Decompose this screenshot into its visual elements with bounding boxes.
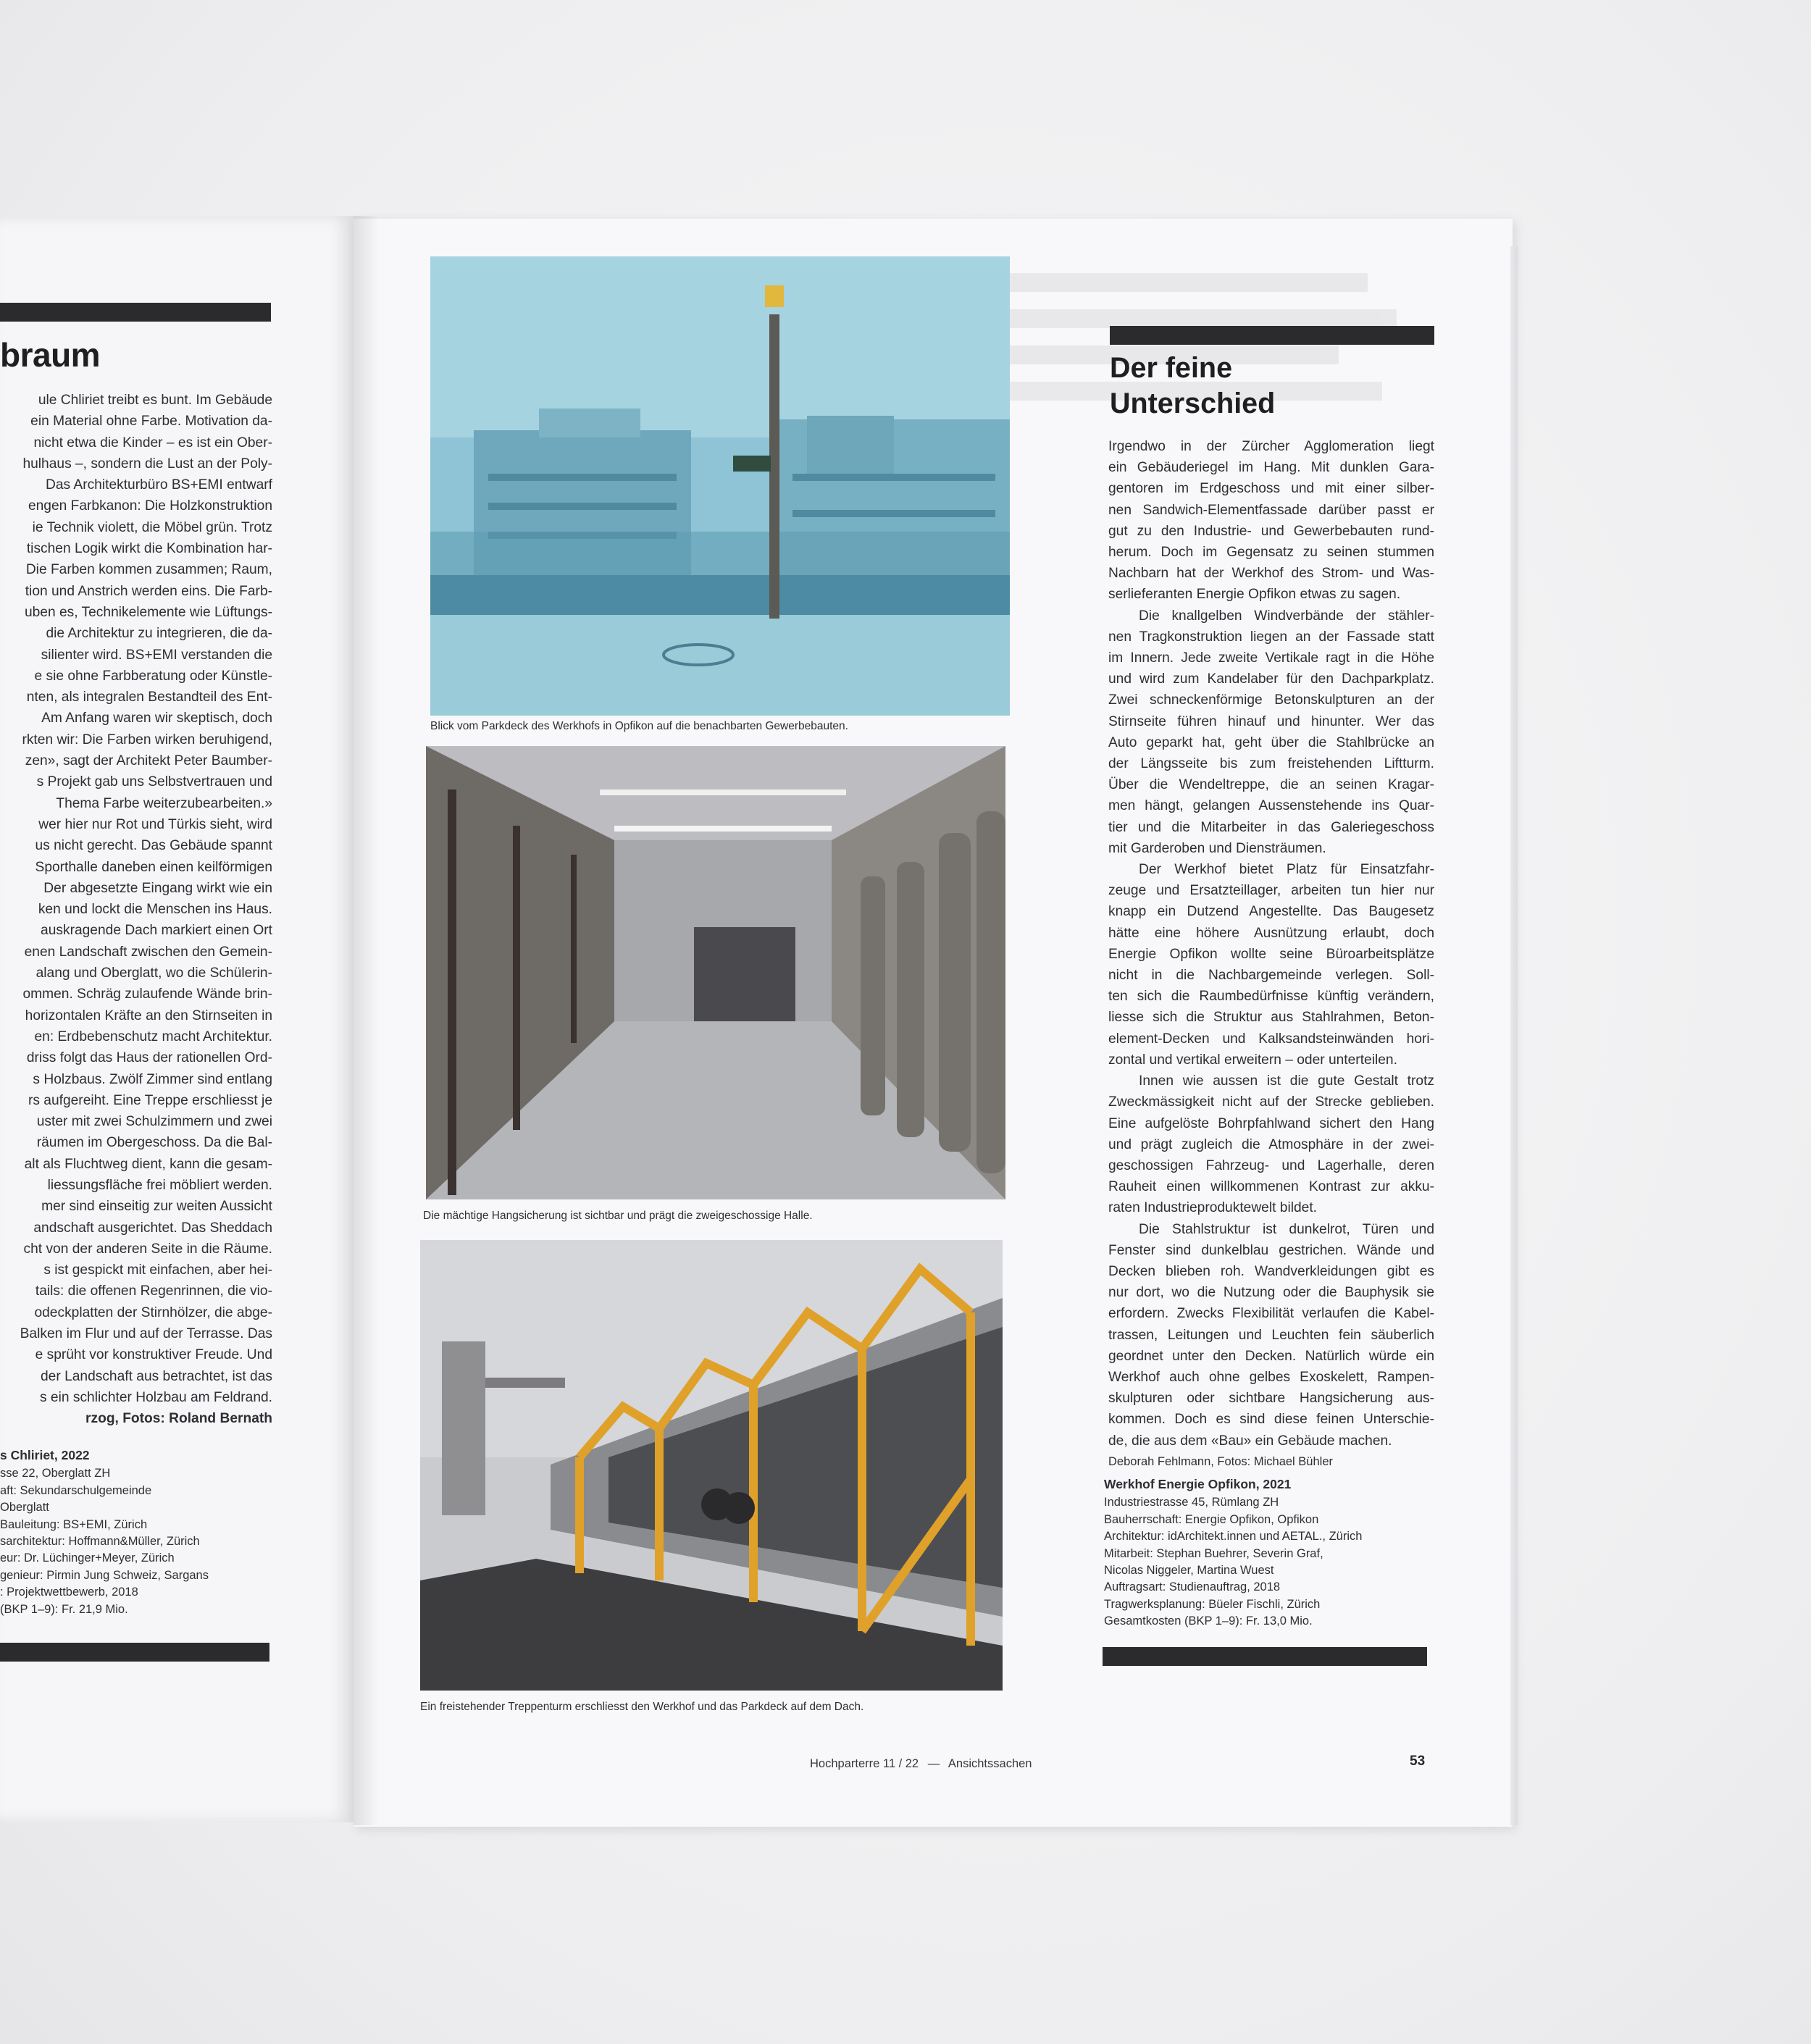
gutter-shadow xyxy=(354,216,380,1825)
page-number: 53 xyxy=(1410,1754,1426,1769)
page-edge xyxy=(1510,246,1518,1825)
photo-hall-interior xyxy=(426,746,1005,1199)
caption-photo-3: Ein freistehender Treppenturm erschliesst den Werkhof und das Parkdeck auf dem Dach. xyxy=(420,1701,864,1713)
caption-photo-2: Die mächtige Hangsicherung ist sichtbar und prägt die zweigeschossige Halle. xyxy=(423,1210,813,1222)
article-bottom-rule-bar xyxy=(1103,1647,1427,1666)
article-body: Irgendwo in der Zürcher Agglomeration liegt ein Gebäuderiegel im Hang. Mit dunklen Gara- gentoren im Erdgeschoss und mit einer silber- nen Sandwich-Elementfassade darüber passt er gut zu den Industrie- und Gewerbebauten rund- herum. Doch im Gegensatz zu seinen stummen Nachbarn hat der Werkhof des Strom- und Was- serlieferanten Energie Opfikon etwas zu sagen. Die knallgelben Windverbände der stähler- nen Tragkonstruktion liegen an der Fassade statt im Innern. Jede zweite Vertikale ragt in die Höhe und wird zum Kandelaber für den Dachparkplatz. Zwei schneckenförmige Betonskulpturen an der Stirnseite führen hinauf und hinunter. Wer das Auto geparkt hat, geht über die Stahlbrücke an der Längsseite bis zum freistehenden Liftturm. Über die Wendeltreppe, die an seinen Kragar- men hängt, gelangen Aussenstehende ins Quar- tier und die Mitarbeiter in das Galeriegeschoss mit Garderoben und Diensträumen. Der Werkhof bietet Platz für Einsatzfahr- zeuge und Ersatzteillager, arbeiten tun hier nur knapp ein Dutzend Angestellte. Das Baugesetz hätte eine höhere Ausnützung erlaubt, doch Energie Opfikon wollte seine Büroarbeitsplätze nicht in die Nachbargemeinde verlegen. Soll- ten sich die Raumbedürfnisse künftig verändern, liesse sich die Struktur aus Stahlrahmen, Beton- element-Decken und Kalksandsteinwänden hori- zontal und vertikal erweitern – oder unterteilen. Innen wie aussen ist die gute Gestalt trotz Zweckmässigkeit nicht auf der Strecke geblieben. Eine aufgelöste Bohrpfahlwand sichert den Hang und prägt zugleich die Atmosphäre in der zwei- geschossigen Fahrzeug- und Lagerhalle, deren Rauheit einen willkommenen Kontrast zur akku- raten Industrieproduktewelt bildet. Die Stahlstruktur ist dunkelrot, Türen und Fenster sind dunkelblau gestrichen. Wände und Decken blieben roh. Wandverkleidungen gibt es nur dort, wo die Nutzung oder die Bauphysik sie erfordern. Zwecks Flexibilität verlaufen die Kabel- trassen, Leitungen und Leuchten fein säuberlich geordnet unter den Decken. Natürlich würde ein Werkhof auch ohne gelbes Exoskelett, Rampen- skulpturen oder sichtbare Hangsicherung aus- kommen. Doch es sind diese feinen Unterschie- de, die aus dem «Bau» ein Gebäude machen. Deborah Fehlmann, Fotos: Michael Bühler xyxy=(1108,436,1434,1473)
bottom-rule-bar xyxy=(0,1643,269,1662)
folio-section: Ansichtssachen xyxy=(948,1757,1032,1770)
article-byline: Deborah Fehlmann, Fotos: Michael Bühler xyxy=(1108,1454,1333,1468)
article-heading xyxy=(1110,351,1275,422)
heading-line-2: Unterschied xyxy=(1110,388,1276,419)
left-page xyxy=(0,216,354,1822)
photo-stair-tower xyxy=(420,1240,1003,1691)
right-page xyxy=(354,219,1513,1827)
left-article-body: ule Chliriet treibt es bunt. Im Gebäude ein Material ohne Farbe. Motivation da- nicht etwa die Kinder – es ist ein Ober- hulhaus –, sondern die Lust an der Poly- Das Architekturbüro BS+EMI entwarf engen Farbkanon: Die Holzkonstruktion ie Technik violett, die Möbel grün. Trotz tischen Logik wirkt die Kombination har- Die Farben kommen zusammen; Raum, tion und Anstrich werden eins. Die Farb- uben es, Technikelemente wie Lüftungs- die Architektur zu integrieren, die da- silienter wird. BS+EMI verstanden die e sie ohne Farbberatung oder Künstle- nten, als integralen Bestandteil des Ent- Am Anfang waren wir skeptisch, doch rkten wir: Die Farben wirken beruhigend, zen», sagt der Architekt Peter Baumber- s Projekt gab uns Selbstvertrauen und Thema Farbe weiterzubearbeiten.» wer hier nur Rot und Türkis sieht, wird us nicht gerecht. Das Gebäude spannt Sporthalle daneben einen keilförmigen Der abgesetzte Eingang wirkt wie ein ken und lockt die Menschen ins Haus. auskragende Dach markiert einen Ort enen Landschaft zwischen den Gemein- alang und Oberglatt, wo die Schülerin- ommen. Schräg zulaufende Wände brin- horizontalen Kräfte an den Stirnseiten in en: Erdbebenschutz macht Architektur. driss folgt das Haus der rationellen Ord- s Holzbaus. Zwölf Zimmer sind entlang rs aufgereiht. Eine Treppe erschliesst je uster mit zwei Schulzimmern und zwei räumen im Obergeschoss. Da die Bal- alt als Fluchtweg dient, kann die gesam- liessungsfläche frei möbliert werden. mer sind einseitig zur weiten Aussicht andschaft ausgerichtet. Das Sheddach cht von der anderen Seite in die Räume. s ist gespickt mit einfachen, aber hei- tails: die offenen Regenrinnen, die vio- odeckplatten der Stirnhölzer, die abge- Balken im Flur und auf der Terrasse. Das e sprüht vor konstruktiver Freude. Und der Landschaft aus betrachtet, ist das s ein schlichter Holzbau am Feldrand. rzog, Fotos: Roland Bernath xyxy=(0,390,272,1430)
folio-magazine: Hochparterre 11 / 22 xyxy=(810,1757,919,1770)
photo-parkdeck-image xyxy=(430,256,1010,716)
left-byline: rzog, Fotos: Roland Bernath xyxy=(85,1411,272,1427)
left-project-facts: s Chliriet, 2022 sse 22, Oberglatt ZH aft: Sekundarschulgemeinde Oberglatt Bauleitung: BS+EMI, Zürich sarchitektur: Hoffmann&Müller, Zürich eur: Dr. Lüchinger+Meyer, Zürich genieur: Pirmin Jung Schweiz, Sargans : Projektwettbewerb, 2018 (BKP 1–9): Fr. 21,9 Mio. xyxy=(0,1448,209,1616)
project-facts-title: Werkhof Energie Opfikon, 2021 xyxy=(1104,1477,1292,1491)
top-rule-bar xyxy=(0,303,271,322)
photo-parkdeck-view xyxy=(430,256,1010,716)
project-facts: Werkhof Energie Opfikon, 2021 Industriestrasse 45, Rümlang ZH Bauherrschaft: Energie Opfikon, Opfikon Architektur: idArchitekt.innen und AETAL., Zürich Mitarbeit: Stephan Buehrer, Severin Graf, Nicolas Niggeler, Martina Wuest Auftragsart: Studienauftrag, 2018 Tragwerksplanung: Büeler Fischli, Zürich Gesamtkosten (BKP 1–9): Fr. 13,0 Mio. xyxy=(1104,1476,1430,1630)
folio-dash: — xyxy=(927,1757,940,1770)
folio-line xyxy=(810,1757,1032,1771)
photo-stair-tower-image xyxy=(420,1240,1003,1691)
left-article-heading: braum xyxy=(0,336,101,374)
photo-hall-image xyxy=(426,746,1005,1199)
heading-line-1: Der feine xyxy=(1110,352,1233,384)
caption-photo-1: Blick vom Parkdeck des Werkhofs in Opfikon auf die benachbarten Gewerbebauten. xyxy=(430,720,848,732)
article-top-rule-bar xyxy=(1110,326,1434,345)
